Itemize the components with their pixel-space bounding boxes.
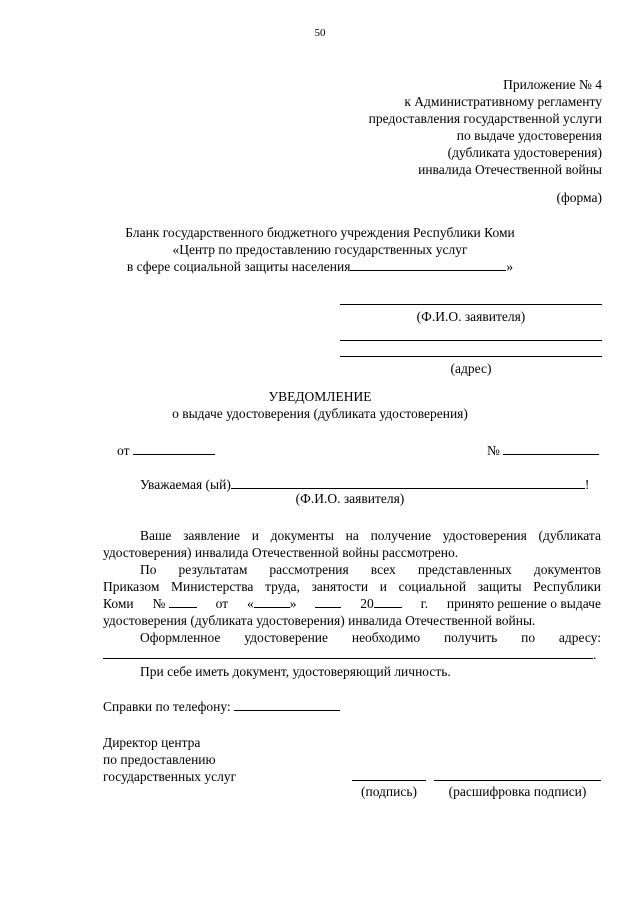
paragraph-2-line-1-text: По результатам рассмотрения всех представленных документов bbox=[140, 562, 601, 577]
order-month-field[interactable] bbox=[315, 595, 341, 608]
order-number-field[interactable] bbox=[169, 595, 197, 608]
phone-label: Справки по телефону: bbox=[103, 699, 231, 714]
signature-caption: (подпись) bbox=[360, 784, 418, 799]
blank-title bbox=[0, 224, 640, 275]
fio-caption: (Ф.И.О. заявителя) bbox=[416, 309, 526, 324]
paragraph-2-line-3 bbox=[103, 595, 601, 612]
phone-field[interactable] bbox=[234, 698, 340, 711]
pickup-address-field[interactable] bbox=[103, 646, 593, 659]
number-row bbox=[487, 442, 599, 459]
address-field-line-1[interactable] bbox=[340, 340, 602, 341]
appendix-header bbox=[369, 76, 602, 178]
date-label: от bbox=[117, 443, 130, 458]
paragraph-2-line-4: удостоверения (дубликата удостоверения) инвалида Отечественной войны. bbox=[103, 613, 536, 628]
notice-heading: УВЕДОМЛЕНИЕ bbox=[268, 389, 372, 404]
address-caption: (адрес) bbox=[450, 361, 492, 376]
greeting-prefix: Уважаемая (ый) bbox=[140, 477, 231, 492]
blank-line-3 bbox=[0, 258, 640, 275]
line-3-year-prefix: 20 bbox=[360, 596, 374, 611]
notice-title bbox=[0, 388, 640, 422]
line-3-open-quote: « bbox=[246, 596, 254, 611]
line-3-close-quote: » bbox=[289, 596, 297, 611]
line-3-g: г. bbox=[420, 596, 428, 611]
address-field-line-2[interactable] bbox=[340, 356, 602, 357]
appendix-line: инвалида Отечественной войны bbox=[418, 162, 602, 177]
number-field[interactable] bbox=[503, 442, 599, 455]
signatory-line-2: по предоставлению bbox=[103, 752, 216, 767]
blank-line-3-suffix: » bbox=[506, 259, 514, 274]
date-row bbox=[117, 442, 215, 459]
line-3-komi: Коми bbox=[103, 596, 134, 611]
blank-line-1: Бланк государственного бюджетного учреждения Республики Коми bbox=[125, 225, 515, 240]
blank-line-3-prefix: в сфере социальной защиты населения bbox=[126, 259, 351, 274]
signature-field-line[interactable] bbox=[352, 780, 426, 781]
phone-row bbox=[103, 698, 340, 715]
appendix-line: (дубликата удостоверения) bbox=[447, 145, 602, 160]
paragraph-2-line-2: Приказом Министерства труда, занятости и социальной защиты Республики bbox=[103, 579, 601, 594]
line-3-number bbox=[152, 595, 196, 612]
line-3-decision: принято решение о выдаче bbox=[446, 596, 601, 611]
number-label: № bbox=[487, 443, 500, 458]
fio-field-line[interactable] bbox=[340, 304, 602, 305]
signatory-line-3: государственных услуг bbox=[103, 769, 237, 784]
paragraph-3-line-1 bbox=[103, 629, 601, 646]
form-mark: (форма) bbox=[556, 190, 602, 205]
line-3-from: от bbox=[215, 596, 229, 611]
appendix-line: к Административному регламенту bbox=[404, 94, 602, 109]
signatory-block bbox=[103, 734, 236, 785]
paragraph-1-text: Ваше заявление и документы на получение удостоверения (дубликата удостоверения) инвалида Отечественной войны рассмотрено. bbox=[103, 528, 601, 560]
appendix-line: предоставления государственной услуги bbox=[368, 111, 602, 126]
line-3-year bbox=[360, 595, 402, 612]
appendix-line: по выдаче удостоверения bbox=[456, 128, 602, 143]
line-3-day bbox=[247, 595, 297, 612]
paragraph-4: При себе иметь документ, удостоверяющий личность. bbox=[140, 664, 451, 679]
blank-line-2: «Центр по предоставлению государственных услуг bbox=[172, 242, 468, 257]
signature-decode-field-line[interactable] bbox=[434, 780, 601, 781]
greeting-suffix: ! bbox=[584, 477, 590, 492]
order-year-field[interactable] bbox=[374, 595, 402, 608]
greeting-caption: (Ф.И.О. заявителя) bbox=[295, 491, 405, 506]
appendix-line: Приложение № 4 bbox=[503, 77, 602, 92]
line-3-number-label: № bbox=[152, 596, 166, 611]
paragraph-2-line-1 bbox=[103, 561, 601, 578]
date-field[interactable] bbox=[133, 442, 215, 455]
pickup-address-end: . bbox=[593, 647, 597, 662]
notice-subheading: о выдаче удостоверения (дубликата удостоверения) bbox=[172, 406, 468, 421]
address-pickup-row bbox=[103, 646, 596, 663]
paragraph-3-text: Оформленное удостоверение необходимо получить по адресу: bbox=[140, 630, 601, 645]
paragraph-2 bbox=[103, 561, 601, 629]
order-day-field[interactable] bbox=[254, 595, 290, 608]
paragraph-3 bbox=[103, 629, 601, 646]
signatory-line-1: Директор центра bbox=[103, 735, 201, 750]
blank-fill-line[interactable] bbox=[350, 258, 506, 271]
page-number: 50 bbox=[314, 27, 326, 39]
signature-decode-caption: (расшифровка подписи) bbox=[448, 784, 587, 799]
paragraph-1 bbox=[103, 527, 601, 561]
greeting-fio-field[interactable] bbox=[231, 476, 585, 489]
